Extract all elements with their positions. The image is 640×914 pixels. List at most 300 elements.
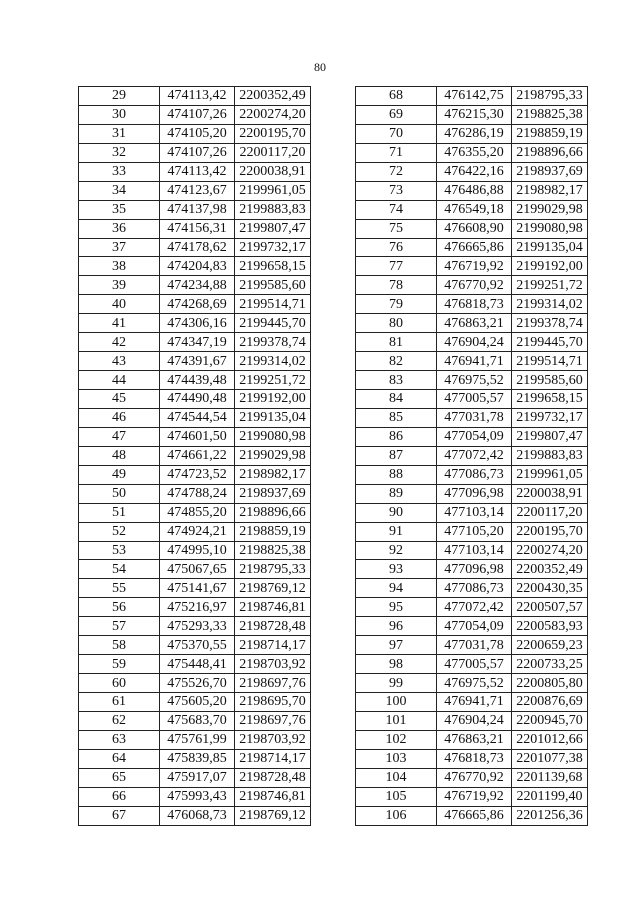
table-row <box>79 371 311 390</box>
y-coordinate-cell: 2198714,17 <box>235 749 311 768</box>
x-coordinate-cell: 476770,92 <box>437 768 512 787</box>
point-number-cell: 73 <box>356 181 437 200</box>
point-number-cell: 89 <box>356 484 437 503</box>
point-number-cell: 29 <box>79 87 160 106</box>
table-row <box>79 181 311 200</box>
point-number-cell: 85 <box>356 408 437 427</box>
y-coordinate-cell: 2198714,17 <box>235 636 311 655</box>
table-row <box>356 257 588 276</box>
point-number-cell: 101 <box>356 711 437 730</box>
point-number-cell: 88 <box>356 465 437 484</box>
point-number-cell: 54 <box>79 560 160 579</box>
point-number-cell: 62 <box>79 711 160 730</box>
table-row <box>79 579 311 598</box>
y-coordinate-cell: 2199585,60 <box>512 371 588 390</box>
table-row <box>79 636 311 655</box>
point-number-cell: 61 <box>79 693 160 712</box>
point-number-cell: 81 <box>356 333 437 352</box>
point-number-cell: 103 <box>356 749 437 768</box>
y-coordinate-cell: 2199883,83 <box>235 200 311 219</box>
page-number: 80 <box>314 60 326 74</box>
table-row <box>356 446 588 465</box>
point-number-cell: 80 <box>356 314 437 333</box>
table-row <box>356 503 588 522</box>
point-number-cell: 74 <box>356 200 437 219</box>
point-number-cell: 92 <box>356 541 437 560</box>
table-row <box>356 560 588 579</box>
y-coordinate-cell: 2199080,98 <box>235 427 311 446</box>
x-coordinate-cell: 476818,73 <box>437 295 512 314</box>
y-coordinate-cell: 2199192,00 <box>235 390 311 409</box>
point-number-cell: 83 <box>356 371 437 390</box>
y-coordinate-cell: 2198728,48 <box>235 617 311 636</box>
x-coordinate-cell: 476215,30 <box>437 105 512 124</box>
table-row <box>79 541 311 560</box>
x-coordinate-cell: 474544,54 <box>160 408 235 427</box>
table-row <box>79 503 311 522</box>
x-coordinate-cell: 475293,33 <box>160 617 235 636</box>
table-row <box>79 730 311 749</box>
table-row <box>356 124 588 143</box>
coordinates-table-left <box>78 86 311 826</box>
x-coordinate-cell: 475993,43 <box>160 787 235 806</box>
x-coordinate-cell: 476863,21 <box>437 730 512 749</box>
table-row <box>79 87 311 106</box>
x-coordinate-cell: 474924,21 <box>160 522 235 541</box>
x-coordinate-cell: 475761,99 <box>160 730 235 749</box>
x-coordinate-cell: 474107,26 <box>160 105 235 124</box>
x-coordinate-cell: 476863,21 <box>437 314 512 333</box>
y-coordinate-cell: 2199658,15 <box>512 390 588 409</box>
table-row <box>79 200 311 219</box>
table-row <box>356 465 588 484</box>
y-coordinate-cell: 2200876,69 <box>512 693 588 712</box>
table-row <box>356 655 588 674</box>
table-row <box>356 333 588 352</box>
y-coordinate-cell: 2199251,72 <box>512 276 588 295</box>
table-row <box>79 143 311 162</box>
y-coordinate-cell: 2198769,12 <box>235 806 311 825</box>
x-coordinate-cell: 475683,70 <box>160 711 235 730</box>
y-coordinate-cell: 2200805,80 <box>512 674 588 693</box>
y-coordinate-cell: 2200274,20 <box>235 105 311 124</box>
x-coordinate-cell: 474204,83 <box>160 257 235 276</box>
x-coordinate-cell: 476422,16 <box>437 162 512 181</box>
y-coordinate-cell: 2199251,72 <box>235 371 311 390</box>
x-coordinate-cell: 474234,88 <box>160 276 235 295</box>
x-coordinate-cell: 474661,22 <box>160 446 235 465</box>
point-number-cell: 69 <box>356 105 437 124</box>
table-row <box>356 295 588 314</box>
point-number-cell: 57 <box>79 617 160 636</box>
point-number-cell: 46 <box>79 408 160 427</box>
y-coordinate-cell: 2201012,66 <box>512 730 588 749</box>
table-row <box>356 143 588 162</box>
point-number-cell: 102 <box>356 730 437 749</box>
y-coordinate-cell: 2199135,04 <box>512 238 588 257</box>
y-coordinate-cell: 2199029,98 <box>235 446 311 465</box>
x-coordinate-cell: 474788,24 <box>160 484 235 503</box>
point-number-cell: 37 <box>79 238 160 257</box>
point-number-cell: 84 <box>356 390 437 409</box>
y-coordinate-cell: 2200352,49 <box>235 87 311 106</box>
point-number-cell: 39 <box>79 276 160 295</box>
y-coordinate-cell: 2199807,47 <box>512 427 588 446</box>
table-row <box>356 238 588 257</box>
x-coordinate-cell: 474268,69 <box>160 295 235 314</box>
x-coordinate-cell: 474156,31 <box>160 219 235 238</box>
point-number-cell: 45 <box>79 390 160 409</box>
x-coordinate-cell: 475917,07 <box>160 768 235 787</box>
y-coordinate-cell: 2201199,40 <box>512 787 588 806</box>
x-coordinate-cell: 474723,52 <box>160 465 235 484</box>
point-number-cell: 86 <box>356 427 437 446</box>
y-coordinate-cell: 2198769,12 <box>235 579 311 598</box>
table-row <box>356 352 588 371</box>
y-coordinate-cell: 2199445,70 <box>235 314 311 333</box>
table-row <box>356 162 588 181</box>
point-number-cell: 42 <box>79 333 160 352</box>
x-coordinate-cell: 475605,20 <box>160 693 235 712</box>
x-coordinate-cell: 477054,09 <box>437 617 512 636</box>
table-row <box>356 276 588 295</box>
y-coordinate-cell: 2199029,98 <box>512 200 588 219</box>
point-number-cell: 47 <box>79 427 160 446</box>
table-row <box>79 390 311 409</box>
y-coordinate-cell: 2199445,70 <box>512 333 588 352</box>
x-coordinate-cell: 476608,90 <box>437 219 512 238</box>
y-coordinate-cell: 2199732,17 <box>235 238 311 257</box>
table-row <box>79 276 311 295</box>
x-coordinate-cell: 477072,42 <box>437 446 512 465</box>
table-row <box>79 655 311 674</box>
y-coordinate-cell: 2200507,57 <box>512 598 588 617</box>
x-coordinate-cell: 477054,09 <box>437 427 512 446</box>
point-number-cell: 97 <box>356 636 437 655</box>
x-coordinate-cell: 476665,86 <box>437 238 512 257</box>
point-number-cell: 51 <box>79 503 160 522</box>
table-row <box>79 162 311 181</box>
point-number-cell: 90 <box>356 503 437 522</box>
point-number-cell: 55 <box>79 579 160 598</box>
y-coordinate-cell: 2199192,00 <box>512 257 588 276</box>
table-row <box>79 257 311 276</box>
point-number-cell: 63 <box>79 730 160 749</box>
table-row <box>79 446 311 465</box>
x-coordinate-cell: 474391,67 <box>160 352 235 371</box>
x-coordinate-cell: 474178,62 <box>160 238 235 257</box>
y-coordinate-cell: 2198859,19 <box>235 522 311 541</box>
y-coordinate-cell: 2199658,15 <box>235 257 311 276</box>
table-row <box>356 200 588 219</box>
point-number-cell: 66 <box>79 787 160 806</box>
coordinates-table-body <box>79 87 311 826</box>
y-coordinate-cell: 2198937,69 <box>235 484 311 503</box>
coordinates-table-right <box>355 86 588 826</box>
y-coordinate-cell: 2200733,25 <box>512 655 588 674</box>
x-coordinate-cell: 475370,55 <box>160 636 235 655</box>
x-coordinate-cell: 474439,48 <box>160 371 235 390</box>
x-coordinate-cell: 476770,92 <box>437 276 512 295</box>
y-coordinate-cell: 2198728,48 <box>235 768 311 787</box>
y-coordinate-cell: 2198697,76 <box>235 711 311 730</box>
x-coordinate-cell: 476142,75 <box>437 87 512 106</box>
x-coordinate-cell: 475067,65 <box>160 560 235 579</box>
table-row <box>79 674 311 693</box>
table-row <box>356 806 588 825</box>
x-coordinate-cell: 477086,73 <box>437 579 512 598</box>
point-number-cell: 104 <box>356 768 437 787</box>
point-number-cell: 30 <box>79 105 160 124</box>
point-number-cell: 78 <box>356 276 437 295</box>
y-coordinate-cell: 2199378,74 <box>235 333 311 352</box>
x-coordinate-cell: 475526,70 <box>160 674 235 693</box>
table-row <box>79 295 311 314</box>
y-coordinate-cell: 2198795,33 <box>235 560 311 579</box>
x-coordinate-cell: 474123,67 <box>160 181 235 200</box>
y-coordinate-cell: 2200195,70 <box>512 522 588 541</box>
table-row <box>356 579 588 598</box>
x-coordinate-cell: 476355,20 <box>437 143 512 162</box>
x-coordinate-cell: 474137,98 <box>160 200 235 219</box>
x-coordinate-cell: 474306,16 <box>160 314 235 333</box>
table-row <box>356 371 588 390</box>
point-number-cell: 100 <box>356 693 437 712</box>
y-coordinate-cell: 2198695,70 <box>235 693 311 712</box>
table-row <box>79 806 311 825</box>
y-coordinate-cell: 2198859,19 <box>512 124 588 143</box>
table-row <box>79 560 311 579</box>
y-coordinate-cell: 2198746,81 <box>235 787 311 806</box>
x-coordinate-cell: 477086,73 <box>437 465 512 484</box>
x-coordinate-cell: 477005,57 <box>437 655 512 674</box>
table-row <box>79 219 311 238</box>
x-coordinate-cell: 474105,20 <box>160 124 235 143</box>
table-row <box>356 541 588 560</box>
table-row <box>356 522 588 541</box>
point-number-cell: 68 <box>356 87 437 106</box>
x-coordinate-cell: 475216,97 <box>160 598 235 617</box>
y-coordinate-cell: 2199514,71 <box>512 352 588 371</box>
point-number-cell: 60 <box>79 674 160 693</box>
point-number-cell: 64 <box>79 749 160 768</box>
point-number-cell: 33 <box>79 162 160 181</box>
x-coordinate-cell: 474107,26 <box>160 143 235 162</box>
point-number-cell: 65 <box>79 768 160 787</box>
y-coordinate-cell: 2200945,70 <box>512 711 588 730</box>
x-coordinate-cell: 476286,19 <box>437 124 512 143</box>
x-coordinate-cell: 475839,85 <box>160 749 235 768</box>
point-number-cell: 52 <box>79 522 160 541</box>
table-row <box>79 238 311 257</box>
table-row <box>79 787 311 806</box>
y-coordinate-cell: 2199732,17 <box>512 408 588 427</box>
y-coordinate-cell: 2200195,70 <box>235 124 311 143</box>
point-number-cell: 70 <box>356 124 437 143</box>
point-number-cell: 48 <box>79 446 160 465</box>
point-number-cell: 91 <box>356 522 437 541</box>
table-row <box>356 598 588 617</box>
y-coordinate-cell: 2199961,05 <box>235 181 311 200</box>
y-coordinate-cell: 2200659,23 <box>512 636 588 655</box>
table-row <box>356 693 588 712</box>
point-number-cell: 93 <box>356 560 437 579</box>
point-number-cell: 72 <box>356 162 437 181</box>
point-number-cell: 75 <box>356 219 437 238</box>
table-row <box>356 314 588 333</box>
y-coordinate-cell: 2200117,20 <box>235 143 311 162</box>
y-coordinate-cell: 2200038,91 <box>235 162 311 181</box>
y-coordinate-cell: 2200274,20 <box>512 541 588 560</box>
table-row <box>79 693 311 712</box>
table-row <box>356 484 588 503</box>
y-coordinate-cell: 2199080,98 <box>512 219 588 238</box>
point-number-cell: 43 <box>79 352 160 371</box>
table-row <box>356 219 588 238</box>
x-coordinate-cell: 474113,42 <box>160 162 235 181</box>
point-number-cell: 35 <box>79 200 160 219</box>
table-row <box>79 105 311 124</box>
x-coordinate-cell: 476941,71 <box>437 693 512 712</box>
point-number-cell: 96 <box>356 617 437 636</box>
x-coordinate-cell: 476941,71 <box>437 352 512 371</box>
table-row <box>356 674 588 693</box>
y-coordinate-cell: 2198703,92 <box>235 655 311 674</box>
table-row <box>79 749 311 768</box>
x-coordinate-cell: 476975,52 <box>437 674 512 693</box>
table-row <box>356 427 588 446</box>
table-row <box>356 181 588 200</box>
x-coordinate-cell: 477005,57 <box>437 390 512 409</box>
table-row <box>356 787 588 806</box>
x-coordinate-cell: 477096,98 <box>437 560 512 579</box>
point-number-cell: 41 <box>79 314 160 333</box>
y-coordinate-cell: 2198697,76 <box>235 674 311 693</box>
table-row <box>356 636 588 655</box>
y-coordinate-cell: 2198703,92 <box>235 730 311 749</box>
point-number-cell: 77 <box>356 257 437 276</box>
y-coordinate-cell: 2198982,17 <box>235 465 311 484</box>
x-coordinate-cell: 476975,52 <box>437 371 512 390</box>
point-number-cell: 87 <box>356 446 437 465</box>
x-coordinate-cell: 476719,92 <box>437 257 512 276</box>
point-number-cell: 40 <box>79 295 160 314</box>
y-coordinate-cell: 2199961,05 <box>512 465 588 484</box>
point-number-cell: 49 <box>79 465 160 484</box>
table-row <box>356 87 588 106</box>
x-coordinate-cell: 474113,42 <box>160 87 235 106</box>
x-coordinate-cell: 476818,73 <box>437 749 512 768</box>
table-row <box>79 427 311 446</box>
point-number-cell: 94 <box>356 579 437 598</box>
point-number-cell: 82 <box>356 352 437 371</box>
point-number-cell: 31 <box>79 124 160 143</box>
point-number-cell: 53 <box>79 541 160 560</box>
y-coordinate-cell: 2201256,36 <box>512 806 588 825</box>
x-coordinate-cell: 476665,86 <box>437 806 512 825</box>
y-coordinate-cell: 2199314,02 <box>512 295 588 314</box>
table-row <box>79 522 311 541</box>
point-number-cell: 98 <box>356 655 437 674</box>
y-coordinate-cell: 2198982,17 <box>512 181 588 200</box>
table-row <box>79 484 311 503</box>
point-number-cell: 56 <box>79 598 160 617</box>
y-coordinate-cell: 2199314,02 <box>235 352 311 371</box>
y-coordinate-cell: 2198795,33 <box>512 87 588 106</box>
table-row <box>356 390 588 409</box>
point-number-cell: 79 <box>356 295 437 314</box>
point-number-cell: 76 <box>356 238 437 257</box>
table-row <box>356 749 588 768</box>
y-coordinate-cell: 2198896,66 <box>235 503 311 522</box>
point-number-cell: 44 <box>79 371 160 390</box>
y-coordinate-cell: 2200352,49 <box>512 560 588 579</box>
y-coordinate-cell: 2199378,74 <box>512 314 588 333</box>
y-coordinate-cell: 2200430,35 <box>512 579 588 598</box>
point-number-cell: 106 <box>356 806 437 825</box>
table-row <box>356 617 588 636</box>
y-coordinate-cell: 2199135,04 <box>235 408 311 427</box>
point-number-cell: 67 <box>79 806 160 825</box>
y-coordinate-cell: 2198825,38 <box>235 541 311 560</box>
x-coordinate-cell: 474347,19 <box>160 333 235 352</box>
x-coordinate-cell: 477096,98 <box>437 484 512 503</box>
point-number-cell: 34 <box>79 181 160 200</box>
y-coordinate-cell: 2199883,83 <box>512 446 588 465</box>
x-coordinate-cell: 476904,24 <box>437 711 512 730</box>
point-number-cell: 95 <box>356 598 437 617</box>
y-coordinate-cell: 2198896,66 <box>512 143 588 162</box>
x-coordinate-cell: 474490,48 <box>160 390 235 409</box>
y-coordinate-cell: 2198937,69 <box>512 162 588 181</box>
x-coordinate-cell: 477031,78 <box>437 408 512 427</box>
point-number-cell: 38 <box>79 257 160 276</box>
x-coordinate-cell: 477105,20 <box>437 522 512 541</box>
x-coordinate-cell: 477103,14 <box>437 541 512 560</box>
table-row <box>356 408 588 427</box>
table-row <box>79 617 311 636</box>
y-coordinate-cell: 2201077,38 <box>512 749 588 768</box>
point-number-cell: 32 <box>79 143 160 162</box>
point-number-cell: 50 <box>79 484 160 503</box>
table-row <box>79 598 311 617</box>
coordinates-table-body <box>356 87 588 826</box>
x-coordinate-cell: 477031,78 <box>437 636 512 655</box>
table-row <box>356 730 588 749</box>
y-coordinate-cell: 2200583,93 <box>512 617 588 636</box>
y-coordinate-cell: 2200117,20 <box>512 503 588 522</box>
x-coordinate-cell: 476719,92 <box>437 787 512 806</box>
table-row <box>79 314 311 333</box>
table-row <box>356 105 588 124</box>
x-coordinate-cell: 474995,10 <box>160 541 235 560</box>
table-row <box>356 768 588 787</box>
point-number-cell: 105 <box>356 787 437 806</box>
table-row <box>79 333 311 352</box>
y-coordinate-cell: 2199585,60 <box>235 276 311 295</box>
x-coordinate-cell: 477103,14 <box>437 503 512 522</box>
y-coordinate-cell: 2201139,68 <box>512 768 588 787</box>
table-row <box>79 124 311 143</box>
x-coordinate-cell: 476068,73 <box>160 806 235 825</box>
x-coordinate-cell: 476486,88 <box>437 181 512 200</box>
y-coordinate-cell: 2200038,91 <box>512 484 588 503</box>
point-number-cell: 71 <box>356 143 437 162</box>
table-row <box>356 711 588 730</box>
table-row <box>79 408 311 427</box>
point-number-cell: 99 <box>356 674 437 693</box>
x-coordinate-cell: 476904,24 <box>437 333 512 352</box>
